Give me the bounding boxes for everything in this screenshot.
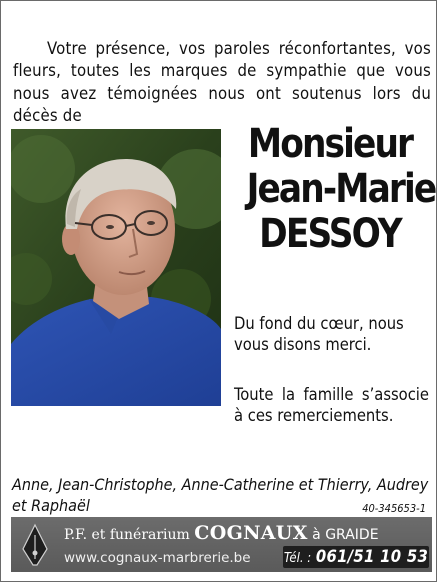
funeral-home-brand: COGNAUX xyxy=(194,522,308,544)
deceased-name xyxy=(246,121,436,257)
family-names: Anne, Jean-Christophe, Anne-Catherine et Thierry, Audrey et Raphaël xyxy=(12,475,429,515)
pen-nib-logo-icon xyxy=(17,523,53,567)
thanks-text: Du fond du cœur, nous vous disons merci. xyxy=(234,314,404,355)
name-title: Monsieur xyxy=(247,121,413,167)
funeral-home-name xyxy=(64,523,379,545)
reference-number: 40-345653-1 xyxy=(362,502,426,515)
family-note: Toute la famille s’associe à ces remerciements. xyxy=(234,385,429,426)
funeral-home-website: www.cognaux-marbrerie.be xyxy=(64,550,251,566)
phone-box xyxy=(283,546,429,568)
funeral-home-location: à GRAIDE xyxy=(312,527,379,543)
intro-text: Votre présence, vos paroles réconfortantes, vos fleurs, toutes les marques de sympathie que vous nous avez témoignées nous ont soutenus lors du décès de xyxy=(13,38,431,126)
portrait-photo xyxy=(11,129,221,406)
phone-number: 061/51 10 53 xyxy=(315,547,429,566)
funeral-home-banner xyxy=(11,517,432,572)
name-first: Jean-Marie xyxy=(246,166,436,212)
funeral-home-prefix: P.F. et funérarium xyxy=(64,527,190,543)
name-last: DESSOY xyxy=(259,211,401,257)
phone-label: Tél. : xyxy=(283,551,312,566)
